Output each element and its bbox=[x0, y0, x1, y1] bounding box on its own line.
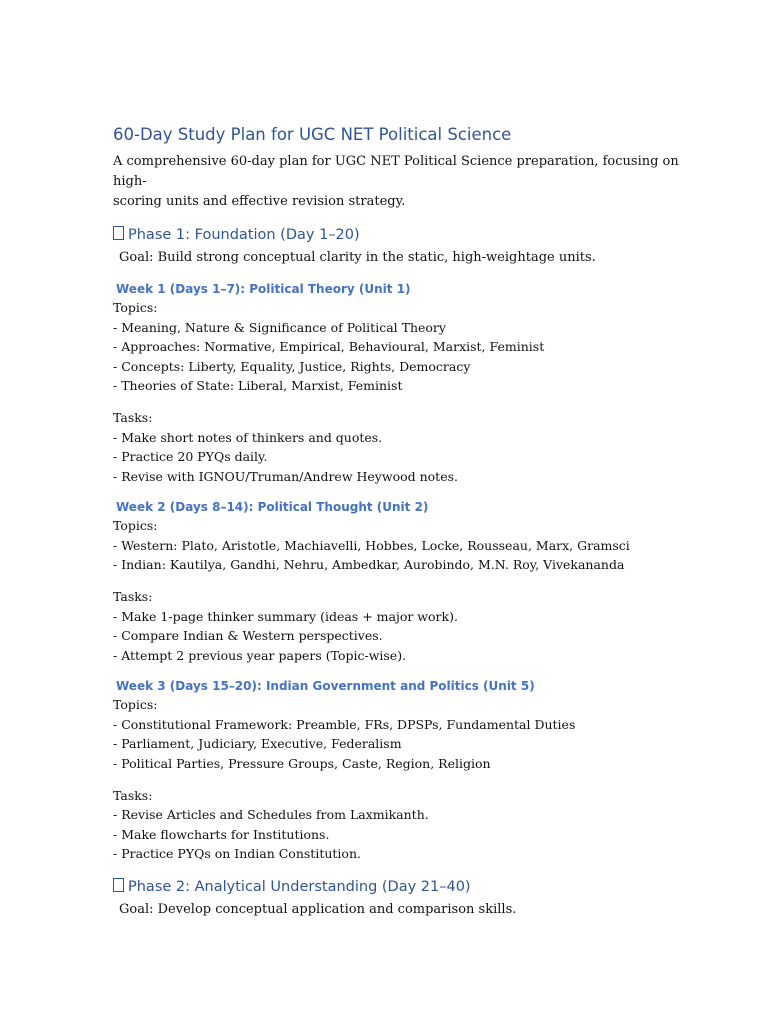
week-3-task: - Practice PYQs on Indian Constitution. bbox=[113, 846, 361, 861]
document-page bbox=[113, 124, 713, 920]
week-3-tasks-label: Tasks: bbox=[113, 787, 153, 803]
week-1-topic: - Theories of State: Liberal, Marxist, Feminist bbox=[113, 378, 403, 393]
week-2-topic: - Indian: Kautilya, Gandhi, Nehru, Ambedkar, Aurobindo, M.N. Roy, Vivekananda bbox=[113, 557, 625, 572]
week-2-task: - Attempt 2 previous year papers (Topic-wise). bbox=[113, 647, 407, 663]
week-2-heading: Week 2 (Days 8–14): Political Thought (Unit 2) bbox=[116, 500, 429, 514]
week-2-task: - Make 1-page thinker summary (ideas + major work). bbox=[113, 608, 458, 624]
week-1-task: - Make short notes of thinkers and quotes. bbox=[113, 429, 383, 445]
phase-2-goal: Goal: Develop conceptual application and comparison skills. bbox=[119, 901, 517, 917]
week-1-topic: - Meaning, Nature & Significance of Political Theory bbox=[113, 319, 446, 335]
missing-glyph-icon bbox=[113, 878, 124, 892]
week-3-heading: Week 3 (Days 15–20): Indian Government and Politics (Unit 5) bbox=[116, 679, 535, 693]
document-title: 60-Day Study Plan for UGC NET Political Science bbox=[113, 125, 512, 144]
week-2-topic: - Western: Plato, Aristotle, Machiavelli, Hobbes, Locke, Rousseau, Marx, Gramsci bbox=[113, 537, 630, 553]
week-3-topic: - Political Parties, Pressure Groups, Caste, Region, Religion bbox=[113, 755, 491, 771]
week-1-task: - Practice 20 PYQs daily. bbox=[113, 449, 268, 464]
week-3-task: - Revise Articles and Schedules from Laxmikanth. bbox=[113, 807, 429, 822]
week-1-task: - Revise with IGNOU/Truman/Andrew Heywood notes. bbox=[113, 468, 458, 484]
phase-2-heading bbox=[113, 877, 713, 897]
week-2-topics-label: Topics: bbox=[113, 518, 158, 533]
week-2-task: - Compare Indian & Western perspectives. bbox=[113, 628, 383, 643]
week-1-heading: Week 1 (Days 1–7): Political Theory (Unit 1) bbox=[116, 282, 411, 296]
week-3-topics-label: Topics: bbox=[113, 697, 158, 712]
phase-1-title: Phase 1: Foundation (Day 1–20) bbox=[128, 227, 360, 243]
week-3-topic: - Parliament, Judiciary, Executive, Federalism bbox=[113, 736, 402, 751]
intro-line-2: scoring units and effective revision strategy. bbox=[113, 194, 406, 209]
week-1-topic: - Approaches: Normative, Empirical, Behavioural, Marxist, Feminist bbox=[113, 339, 545, 354]
week-3-topic: - Constitutional Framework: Preamble, FRs, DPSPs, Fundamental Duties bbox=[113, 716, 576, 732]
missing-glyph-icon bbox=[113, 226, 124, 240]
week-1-topic: - Concepts: Liberty, Equality, Justice, Rights, Democracy bbox=[113, 358, 471, 374]
week-2-tasks-label: Tasks: bbox=[113, 589, 153, 604]
week-3-task: - Make flowcharts for Institutions. bbox=[113, 826, 330, 842]
phase-1-heading bbox=[113, 225, 713, 245]
phase-2-title: Phase 2: Analytical Understanding (Day 21–40) bbox=[128, 878, 471, 895]
phase-1-goal: Goal: Build strong conceptual clarity in the static, high-weightage units. bbox=[119, 250, 596, 265]
week-1-topics-label: Topics: bbox=[113, 300, 158, 315]
intro-line-1: A comprehensive 60-day plan for UGC NET Political Science preparation, focusing on high- bbox=[113, 154, 679, 189]
week-1-tasks-label: Tasks: bbox=[113, 410, 153, 425]
